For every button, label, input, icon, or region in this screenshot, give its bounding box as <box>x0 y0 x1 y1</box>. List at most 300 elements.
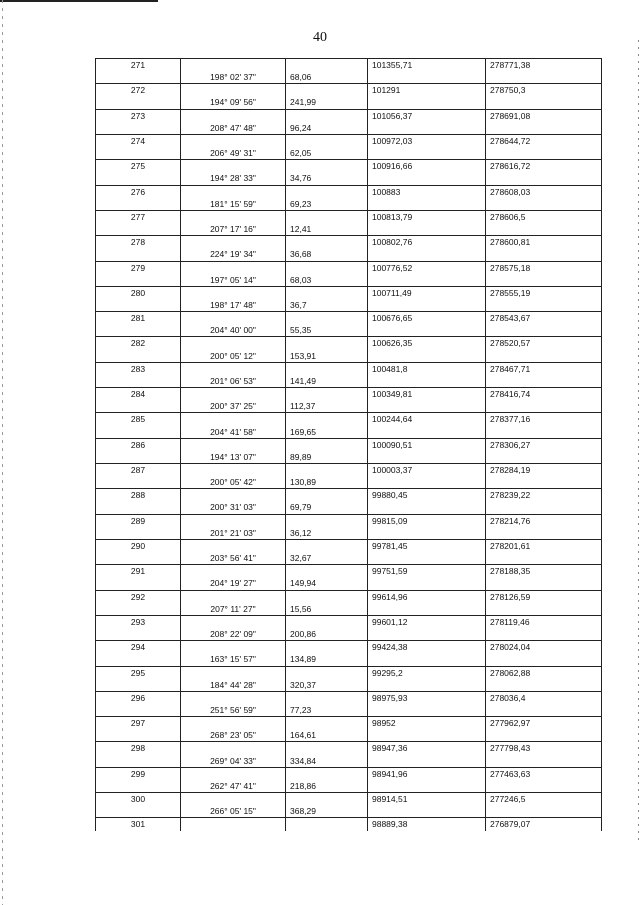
empty-cell <box>368 805 486 818</box>
empty-cell <box>96 96 181 109</box>
y-coordinate: 278750,3 <box>486 84 602 97</box>
empty-cell <box>486 729 602 742</box>
direction-angle: 204° 41' 58" <box>181 426 286 439</box>
x-coordinate: 100802,76 <box>368 236 486 249</box>
direction-angle: 198° 02' 37" <box>181 71 286 84</box>
empty-cell <box>286 185 368 198</box>
point-number: 294 <box>96 641 181 654</box>
empty-cell <box>96 375 181 388</box>
direction-angle: 200° 05' 12" <box>181 350 286 363</box>
y-coordinate: 278239,22 <box>486 489 602 502</box>
point-number: 292 <box>96 590 181 603</box>
point-row <box>96 286 602 299</box>
empty-cell <box>181 286 286 299</box>
empty-cell <box>181 261 286 274</box>
empty-cell <box>286 818 368 831</box>
segment-length: 164,61 <box>286 729 368 742</box>
point-number: 273 <box>96 109 181 122</box>
empty-cell <box>181 84 286 97</box>
point-row <box>96 185 602 198</box>
empty-cell <box>286 134 368 147</box>
empty-cell <box>368 248 486 261</box>
segment-row <box>96 679 602 692</box>
direction-angle: 201° 06' 53" <box>181 375 286 388</box>
empty-cell <box>96 780 181 793</box>
segment-row <box>96 324 602 337</box>
direction-angle: 251° 56' 59" <box>181 704 286 717</box>
x-coordinate: 98975,93 <box>368 691 486 704</box>
segment-row <box>96 122 602 135</box>
empty-cell <box>368 527 486 540</box>
empty-cell <box>286 742 368 755</box>
x-coordinate: 99781,45 <box>368 539 486 552</box>
empty-cell <box>181 767 286 780</box>
empty-cell <box>181 312 286 325</box>
empty-cell <box>286 767 368 780</box>
empty-cell <box>286 312 368 325</box>
y-coordinate: 277962,97 <box>486 717 602 730</box>
empty-cell <box>181 514 286 527</box>
direction-angle: 194° 28' 33" <box>181 172 286 185</box>
empty-cell <box>181 109 286 122</box>
empty-cell <box>96 274 181 287</box>
direction-angle: 207° 17' 16" <box>181 223 286 236</box>
segment-row <box>96 653 602 666</box>
segment-row <box>96 451 602 464</box>
empty-cell <box>96 147 181 160</box>
x-coordinate: 99601,12 <box>368 615 486 628</box>
segment-row <box>96 755 602 768</box>
empty-cell <box>181 666 286 679</box>
segment-length: 130,89 <box>286 476 368 489</box>
empty-cell <box>486 274 602 287</box>
scan-top-edge <box>0 0 158 2</box>
coordinates-table-body <box>96 59 602 831</box>
x-coordinate: 99295,2 <box>368 666 486 679</box>
empty-cell <box>286 388 368 401</box>
direction-angle: 194° 13' 07" <box>181 451 286 464</box>
y-coordinate: 278306,27 <box>486 438 602 451</box>
segment-length: 134,89 <box>286 653 368 666</box>
segment-length: 141,49 <box>286 375 368 388</box>
x-coordinate: 99424,38 <box>368 641 486 654</box>
empty-cell <box>96 350 181 363</box>
empty-cell <box>368 147 486 160</box>
point-number: 290 <box>96 539 181 552</box>
direction-angle: 204° 40' 00" <box>181 324 286 337</box>
empty-cell <box>181 438 286 451</box>
empty-cell <box>286 413 368 426</box>
x-coordinate: 100883 <box>368 185 486 198</box>
empty-cell <box>368 71 486 84</box>
x-coordinate: 100916,66 <box>368 160 486 173</box>
x-coordinate: 98947,36 <box>368 742 486 755</box>
direction-angle: 184° 44' 28" <box>181 679 286 692</box>
empty-cell <box>96 755 181 768</box>
y-coordinate: 278644,72 <box>486 134 602 147</box>
direction-angle: 203° 56' 41" <box>181 552 286 565</box>
coordinates-table <box>95 58 602 831</box>
segment-length: 241,99 <box>286 96 368 109</box>
empty-cell <box>286 590 368 603</box>
point-row <box>96 160 602 173</box>
segment-row <box>96 400 602 413</box>
segment-row <box>96 426 602 439</box>
empty-cell <box>96 223 181 236</box>
y-coordinate: 278036,4 <box>486 691 602 704</box>
empty-cell <box>96 653 181 666</box>
point-row <box>96 691 602 704</box>
x-coordinate: 98914,51 <box>368 793 486 806</box>
point-row <box>96 539 602 552</box>
segment-row <box>96 375 602 388</box>
empty-cell <box>286 489 368 502</box>
point-number: 279 <box>96 261 181 274</box>
empty-cell <box>286 261 368 274</box>
point-row <box>96 489 602 502</box>
empty-cell <box>181 337 286 350</box>
x-coordinate: 99751,59 <box>368 565 486 578</box>
direction-angle: 208° 47' 48" <box>181 122 286 135</box>
empty-cell <box>286 109 368 122</box>
empty-cell <box>181 641 286 654</box>
empty-cell <box>368 324 486 337</box>
direction-angle: 207° 11' 27" <box>181 603 286 616</box>
direction-angle: 206° 49' 31" <box>181 147 286 160</box>
empty-cell <box>368 426 486 439</box>
empty-cell <box>486 375 602 388</box>
empty-cell <box>368 552 486 565</box>
point-row <box>96 413 602 426</box>
empty-cell <box>368 350 486 363</box>
empty-cell <box>286 84 368 97</box>
point-row <box>96 767 602 780</box>
direction-angle: 201° 21' 03" <box>181 527 286 540</box>
x-coordinate: 99880,45 <box>368 489 486 502</box>
y-coordinate: 278467,71 <box>486 362 602 375</box>
empty-cell <box>286 438 368 451</box>
empty-cell <box>486 223 602 236</box>
empty-cell <box>486 198 602 211</box>
empty-cell <box>286 691 368 704</box>
x-coordinate: 101355,71 <box>368 59 486 72</box>
point-number: 285 <box>96 413 181 426</box>
empty-cell <box>286 160 368 173</box>
segment-row <box>96 147 602 160</box>
point-number: 275 <box>96 160 181 173</box>
empty-cell <box>96 324 181 337</box>
empty-cell <box>181 615 286 628</box>
segment-row <box>96 198 602 211</box>
empty-cell <box>96 805 181 818</box>
segment-row <box>96 603 602 616</box>
point-row <box>96 109 602 122</box>
segment-row <box>96 628 602 641</box>
empty-cell <box>181 691 286 704</box>
empty-cell <box>486 527 602 540</box>
empty-cell <box>486 628 602 641</box>
direction-angle: 200° 05' 42" <box>181 476 286 489</box>
direction-angle: 198° 17' 48" <box>181 299 286 312</box>
empty-cell <box>368 603 486 616</box>
empty-cell <box>486 426 602 439</box>
empty-cell <box>286 514 368 527</box>
empty-cell <box>368 653 486 666</box>
empty-cell <box>368 451 486 464</box>
point-number: 278 <box>96 236 181 249</box>
y-coordinate: 277246,5 <box>486 793 602 806</box>
segment-row <box>96 71 602 84</box>
empty-cell <box>286 641 368 654</box>
empty-cell <box>486 704 602 717</box>
segment-row <box>96 805 602 818</box>
empty-cell <box>368 223 486 236</box>
x-coordinate: 100972,03 <box>368 134 486 147</box>
empty-cell <box>96 122 181 135</box>
point-number: 298 <box>96 742 181 755</box>
point-row <box>96 312 602 325</box>
x-coordinate: 100711,49 <box>368 286 486 299</box>
empty-cell <box>96 577 181 590</box>
y-coordinate: 278119,46 <box>486 615 602 628</box>
y-coordinate: 278771,38 <box>486 59 602 72</box>
segment-length: 36,7 <box>286 299 368 312</box>
empty-cell <box>286 362 368 375</box>
segment-length: 69,79 <box>286 501 368 514</box>
scan-right-edge <box>638 40 639 840</box>
point-number: 296 <box>96 691 181 704</box>
segment-length: 68,06 <box>286 71 368 84</box>
point-number: 295 <box>96 666 181 679</box>
point-row <box>96 717 602 730</box>
empty-cell <box>96 476 181 489</box>
empty-cell <box>486 577 602 590</box>
y-coordinate: 278377,16 <box>486 413 602 426</box>
segment-length: 169,65 <box>286 426 368 439</box>
empty-cell <box>286 666 368 679</box>
y-coordinate: 278608,03 <box>486 185 602 198</box>
empty-cell <box>96 299 181 312</box>
empty-cell <box>181 134 286 147</box>
point-row <box>96 59 602 72</box>
segment-length: 15,56 <box>286 603 368 616</box>
empty-cell <box>486 805 602 818</box>
point-row <box>96 641 602 654</box>
direction-angle: 262° 47' 41" <box>181 780 286 793</box>
x-coordinate: 98889,38 <box>368 818 486 831</box>
y-coordinate: 278600,81 <box>486 236 602 249</box>
x-coordinate: 101056,37 <box>368 109 486 122</box>
empty-cell <box>286 793 368 806</box>
y-coordinate: 278062,88 <box>486 666 602 679</box>
point-number: 291 <box>96 565 181 578</box>
empty-cell <box>286 337 368 350</box>
direction-angle: 224° 19' 34" <box>181 248 286 261</box>
point-number: 289 <box>96 514 181 527</box>
empty-cell <box>96 451 181 464</box>
empty-cell <box>368 400 486 413</box>
point-number: 283 <box>96 362 181 375</box>
segment-length: 77,23 <box>286 704 368 717</box>
y-coordinate: 278126,59 <box>486 590 602 603</box>
empty-cell <box>96 679 181 692</box>
segment-length: 320,37 <box>286 679 368 692</box>
segment-row <box>96 780 602 793</box>
point-number: 299 <box>96 767 181 780</box>
empty-cell <box>486 451 602 464</box>
empty-cell <box>486 299 602 312</box>
y-coordinate: 278691,08 <box>486 109 602 122</box>
y-coordinate: 278543,67 <box>486 312 602 325</box>
y-coordinate: 277798,43 <box>486 742 602 755</box>
empty-cell <box>181 793 286 806</box>
empty-cell <box>181 717 286 730</box>
point-row <box>96 565 602 578</box>
y-coordinate: 277463,63 <box>486 767 602 780</box>
empty-cell <box>181 742 286 755</box>
empty-cell <box>368 299 486 312</box>
y-coordinate: 278284,19 <box>486 464 602 477</box>
point-row <box>96 210 602 223</box>
direction-angle: 269° 04' 33" <box>181 755 286 768</box>
point-row <box>96 438 602 451</box>
segment-length: 368,29 <box>286 805 368 818</box>
empty-cell <box>181 464 286 477</box>
segment-length: 96,24 <box>286 122 368 135</box>
segment-row <box>96 476 602 489</box>
empty-cell <box>368 704 486 717</box>
segment-length: 218,86 <box>286 780 368 793</box>
point-number: 280 <box>96 286 181 299</box>
empty-cell <box>96 552 181 565</box>
x-coordinate: 100349,81 <box>368 388 486 401</box>
segment-length: 34,76 <box>286 172 368 185</box>
point-row <box>96 236 602 249</box>
x-coordinate: 101291 <box>368 84 486 97</box>
empty-cell <box>96 501 181 514</box>
point-number: 277 <box>96 210 181 223</box>
segment-length: 89,89 <box>286 451 368 464</box>
empty-cell <box>181 185 286 198</box>
point-number: 300 <box>96 793 181 806</box>
segment-row <box>96 223 602 236</box>
point-row <box>96 261 602 274</box>
empty-cell <box>486 147 602 160</box>
scan-left-edge <box>2 0 3 905</box>
direction-angle: 200° 37' 25" <box>181 400 286 413</box>
empty-cell <box>486 653 602 666</box>
empty-cell <box>96 400 181 413</box>
empty-cell <box>286 539 368 552</box>
empty-cell <box>368 476 486 489</box>
empty-cell <box>368 679 486 692</box>
x-coordinate: 100776,52 <box>368 261 486 274</box>
point-row <box>96 362 602 375</box>
segment-row <box>96 729 602 742</box>
page-number: 40 <box>313 30 327 45</box>
direction-angle: 194° 09' 56" <box>181 96 286 109</box>
point-row <box>96 134 602 147</box>
empty-cell <box>96 729 181 742</box>
segment-length: 55,35 <box>286 324 368 337</box>
direction-angle: 197° 05' 14" <box>181 274 286 287</box>
segment-length: 69,23 <box>286 198 368 211</box>
segment-row <box>96 577 602 590</box>
y-coordinate: 278024,04 <box>486 641 602 654</box>
x-coordinate: 100626,35 <box>368 337 486 350</box>
point-row <box>96 615 602 628</box>
point-row <box>96 742 602 755</box>
empty-cell <box>181 59 286 72</box>
point-number: 297 <box>96 717 181 730</box>
empty-cell <box>486 324 602 337</box>
empty-cell <box>181 160 286 173</box>
point-number: 274 <box>96 134 181 147</box>
empty-cell <box>286 236 368 249</box>
empty-cell <box>486 755 602 768</box>
y-coordinate: 276879,07 <box>486 818 602 831</box>
empty-cell <box>96 603 181 616</box>
empty-cell <box>368 628 486 641</box>
empty-cell <box>286 464 368 477</box>
point-number: 286 <box>96 438 181 451</box>
segment-length: 334,84 <box>286 755 368 768</box>
point-row <box>96 666 602 679</box>
empty-cell <box>96 628 181 641</box>
direction-angle: 266° 05' 15" <box>181 805 286 818</box>
x-coordinate: 100003,37 <box>368 464 486 477</box>
x-coordinate: 98952 <box>368 717 486 730</box>
empty-cell <box>486 71 602 84</box>
x-coordinate: 99614,96 <box>368 590 486 603</box>
x-coordinate: 98941,96 <box>368 767 486 780</box>
y-coordinate: 278188,35 <box>486 565 602 578</box>
empty-cell <box>181 565 286 578</box>
empty-cell <box>486 476 602 489</box>
point-number: 272 <box>96 84 181 97</box>
point-row <box>96 590 602 603</box>
y-coordinate: 278201,61 <box>486 539 602 552</box>
empty-cell <box>286 615 368 628</box>
segment-length: 36,68 <box>286 248 368 261</box>
empty-cell <box>96 704 181 717</box>
empty-cell <box>286 210 368 223</box>
x-coordinate: 100813,79 <box>368 210 486 223</box>
segment-length: 32,67 <box>286 552 368 565</box>
point-row <box>96 793 602 806</box>
direction-angle: 204° 19' 27" <box>181 577 286 590</box>
empty-cell <box>368 122 486 135</box>
point-row <box>96 514 602 527</box>
y-coordinate: 278616,72 <box>486 160 602 173</box>
segment-row <box>96 527 602 540</box>
empty-cell <box>486 603 602 616</box>
empty-cell <box>181 362 286 375</box>
x-coordinate: 100676,65 <box>368 312 486 325</box>
empty-cell <box>368 274 486 287</box>
empty-cell <box>486 501 602 514</box>
empty-cell <box>368 96 486 109</box>
y-coordinate: 278214,76 <box>486 514 602 527</box>
segment-row <box>96 552 602 565</box>
empty-cell <box>368 577 486 590</box>
empty-cell <box>96 198 181 211</box>
point-row <box>96 818 602 831</box>
empty-cell <box>96 172 181 185</box>
y-coordinate: 278606,5 <box>486 210 602 223</box>
empty-cell <box>486 400 602 413</box>
point-number: 282 <box>96 337 181 350</box>
